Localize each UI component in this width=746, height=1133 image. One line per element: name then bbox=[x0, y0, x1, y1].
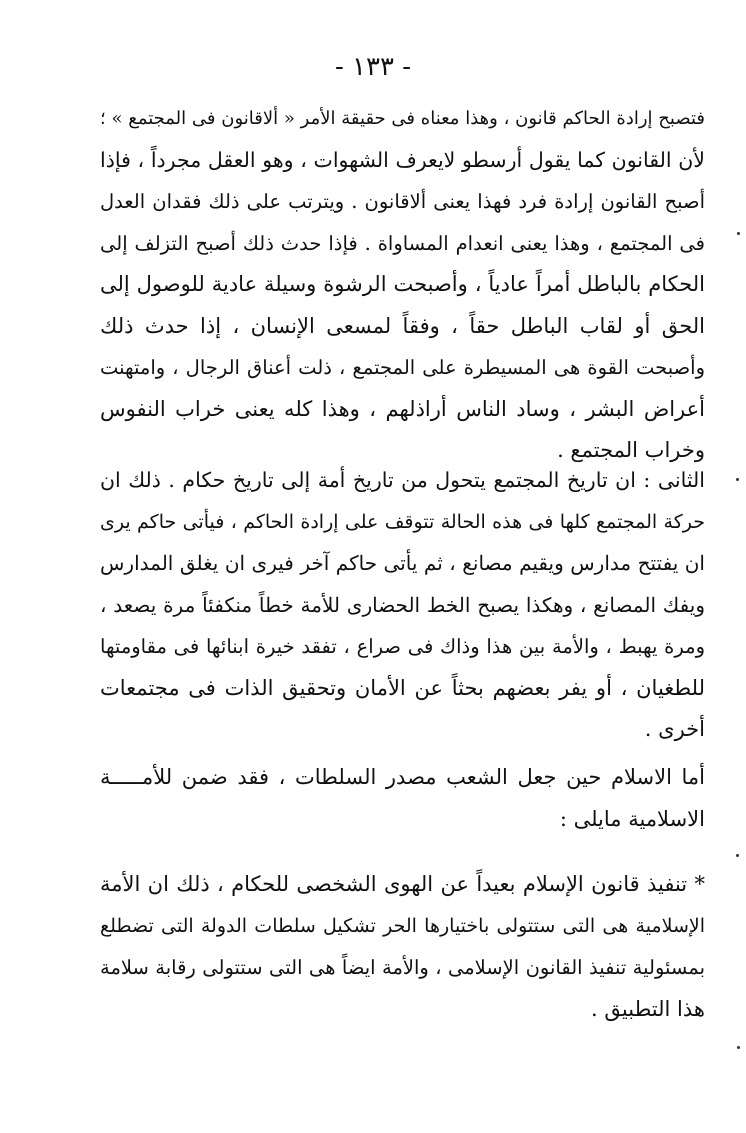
paragraph-line: أعراض البشر ، وساد الناس أراذلهم ، وهذا كله يعنى خراب النفوس bbox=[100, 396, 705, 421]
paragraph-line: الإسلامية هى التى ستتولى باختيارها الحر تشكيل سلطات الدولة التى تضطلع bbox=[100, 914, 705, 937]
paragraph-line: الحق أو لقاب الباطل حقاً ، وفقاً لمسعى الإنسان ، إذا حدث ذلك bbox=[100, 313, 705, 338]
paragraph-line: فى المجتمع ، وهذا يعنى انعدام المساواة . فإذا حدث ذلك أصبح التزلف إلى bbox=[100, 231, 705, 255]
paragraph-line: ومرة يهبط ، والأمة بين هذا وذاك فى صراع ، تفقد خيرة ابنائها فى مقاومتها bbox=[100, 635, 705, 658]
paragraph-line: للطغيان ، أو يفر بعضهم بحثاً عن الأمان وتحقيق الذات فى مجتمعات bbox=[100, 675, 705, 700]
paragraph-line: ويفك المصانع ، وهكذا يصبح الخط الحضارى للأمة خطاً منكفئاً مرة يصعد ، bbox=[100, 592, 705, 617]
paragraph-line: وخراب المجتمع . bbox=[557, 438, 705, 462]
paragraph-3 bbox=[100, 757, 705, 840]
paragraph-4 bbox=[100, 864, 705, 1030]
paragraph-2 bbox=[100, 460, 705, 751]
paragraph-line: بمسئولية تنفيذ القانون الإسلامى ، والأمة ايضاً هى التى ستتولى رقابة سلامة bbox=[100, 956, 705, 979]
page-number: - ١٣٣ - bbox=[334, 52, 412, 82]
scan-speck bbox=[737, 232, 740, 235]
paragraph-line: وأصبحت القوة هى المسيطرة على المجتمع ، ذلت أعناق الرجال ، وامتهنت bbox=[100, 356, 705, 379]
scan-speck bbox=[737, 1046, 740, 1049]
paragraph-1 bbox=[100, 98, 705, 472]
paragraph-line: هذا التطبيق . bbox=[591, 996, 705, 1021]
paragraph-line: الاسلامية مايلى : bbox=[559, 806, 705, 831]
paragraph-line: أخرى . bbox=[644, 717, 705, 741]
paragraph-line: أما الاسلام حين جعل الشعب مصدر السلطات ، فقد ضمن للأمـــــة bbox=[100, 765, 705, 789]
paragraph-line: فتصبح إرادة الحاكم قانون ، وهذا معناه فى حقيقة الأمر « ألاقانون فى المجتمع » ؛ bbox=[100, 108, 705, 129]
paragraph-line: أصبح القانون إرادة فرد فهذا يعنى ألاقانون . ويترتب على ذلك فقدان العدل bbox=[100, 190, 705, 213]
paragraph-line: حركة المجتمع كلها فى هذه الحالة تتوقف على إرادة الحاكم ، فيأتى حاكم يرى bbox=[100, 510, 705, 533]
paragraph-line: لأن القانون كما يقول أرسطو لايعرف الشهوات ، وهو العقل مجرداً ، فإذا bbox=[100, 147, 705, 172]
scan-speck bbox=[736, 854, 739, 857]
scan-speck bbox=[736, 478, 739, 481]
paragraph-line: * تنفيذ قانون الإسلام بعيداً عن الهوى الشخصى للحكام ، ذلك ان الأمة bbox=[100, 872, 705, 896]
paragraph-line: الثانى : ان تاريخ المجتمع يتحول من تاريخ أمة إلى تاريخ حكام . ذلك ان bbox=[100, 468, 705, 492]
paragraph-line: ان يفتتح مدارس ويقيم مصانع ، ثم يأتى حاكم آخر فيرى ان يغلق المدارس bbox=[100, 551, 705, 575]
paragraph-line: الحكام بالباطل أمراً عادياً ، وأصبحت الرشوة وسيلة عادية للوصول إلى bbox=[100, 272, 705, 296]
